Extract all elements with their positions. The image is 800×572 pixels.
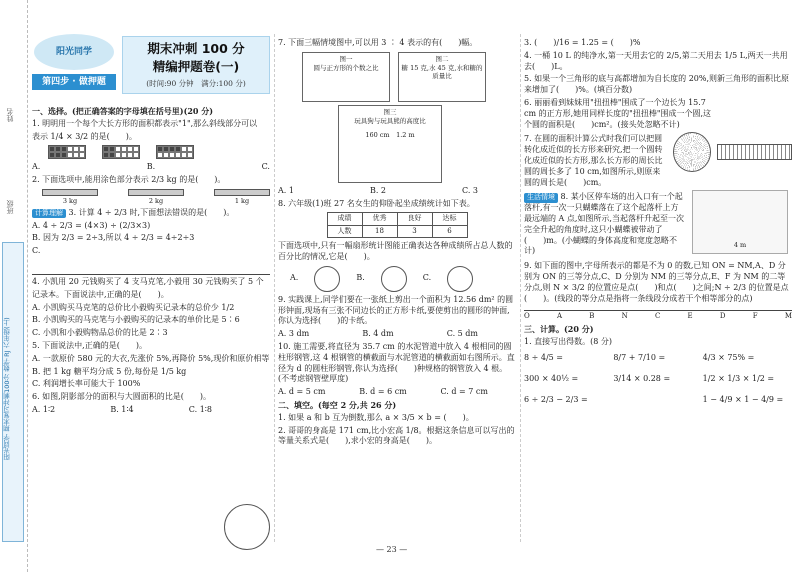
option[interactable]: C. d = 7 cm	[440, 387, 488, 397]
exam-header	[32, 34, 270, 104]
calc-item: 4/3 × 75% =	[702, 353, 755, 363]
question-6: 6. 如图,阴影部分的面积与大圆面积的比是( )。	[32, 392, 211, 402]
segment-line: O A B N C E D F M	[524, 312, 792, 321]
question-8-cont: 下面选项中,只有一幅扇形统计图能正确表达各种成绩所占总人数的百分比的情况,它是( )。	[278, 241, 513, 262]
table-row: 人数 18 3 6	[327, 225, 467, 237]
calc-item: 8/7 + 7/10 =	[613, 353, 666, 363]
calc-item: 8 ÷ 4/5 =	[524, 353, 563, 363]
option[interactable]: B.	[356, 273, 365, 283]
calc-item: 1 − 4/9 × 1 − 4/9 =	[702, 394, 784, 404]
circle-sectors	[673, 132, 711, 172]
question-10: 10. 施工需要,将直径为 35.7 cm 的水泥管道中放入 4 根相同的圆柱形钢管,这 4 根钢管的横截面与水泥管道的横截面如右图所示。直径为 d 的圆柱形钢管,你认为选择( )种规格的钢管放入 4 根。(不考虑钢管壁厚度)	[278, 342, 515, 384]
rectangle-strip	[717, 144, 792, 160]
q1-figures	[48, 145, 270, 159]
question-4-cont: 记录本。下面说法中,正确的是( )。	[32, 289, 169, 299]
q7-options	[278, 186, 478, 197]
gate-figure	[692, 190, 788, 254]
q2-figures	[42, 189, 270, 206]
picture-3: 图三 玩具狗与玩具熊的高度比 160 cm 1.2 m	[338, 105, 442, 183]
exam-time: (时间:90 分钟 满分:100 分)	[146, 78, 246, 88]
tag-label: 生活情境	[524, 193, 558, 202]
q1-grid-b	[102, 145, 140, 159]
binding-strip	[0, 0, 28, 572]
page-number: — 23 —	[376, 545, 408, 555]
fill-6: 6. 丽丽看到妹妹用"扭扭棒"围成了一个边长为 15.7 cm 的正方形,她用同样长度的"扭扭棒"围成一个圆,这个圆的面积是( )cm²。(接头处忽略不计)	[524, 97, 712, 129]
exam-subtitle: 精编押题卷(一)	[152, 58, 240, 74]
question-4: 4. 小凯用 20 元钱购买了 4 支马克笔,小毅用 30 元钱购买了 5 个	[32, 276, 264, 286]
option[interactable]: B. d = 6 cm	[359, 387, 407, 397]
gate-label: 4 m	[733, 241, 747, 250]
fill-8: 生活情境 8. 某小区停车场的出入口有一个起落杆,有一次一只蝴蝶落在了这个起落杆上方最远端的 A 点,如图所示,当起落杆升起至一次完全升起的角度时,这只小蝴蝶被带动了( )m。(小蝴蝶的身体高度和宽度忽略不计)	[524, 192, 684, 256]
option[interactable]: C.	[261, 162, 270, 172]
q5-option-b[interactable]: B. 把 1 kg 糖平均分成 5 份,每份是 1/5 kg	[32, 366, 187, 376]
brand-logo: 阳光同学	[34, 34, 114, 70]
table-row: 成绩 优秀 良好 达标	[327, 213, 467, 225]
option[interactable]: A. 3 dm	[278, 329, 310, 339]
calc-item: 300 × 40½ =	[524, 374, 579, 384]
fill-7: 7. 在圆的面积计算公式时我们可以把圆转化成近似的长方形来研究,把一个圆转化成近似的长方形,那么长方形的周长比圆的周长多了 10 cm,如图所示,则原来圆的周长是( )cm。	[524, 134, 663, 187]
question-3: 计算理解 3. 计算 4 ÷ 2/3 时,下面想法错误的是( )。	[32, 208, 270, 219]
number-line	[32, 261, 270, 275]
score-table	[327, 212, 468, 238]
q9-options	[278, 329, 478, 340]
series-banner: 阳光同学 期末复习冲刺100分 数学 RJ 六年级(上)	[2, 242, 24, 542]
q2-bar: 1 kg	[214, 189, 270, 206]
circle-figure	[224, 504, 270, 550]
question-7: 7. 下面三幅情境图中,可以用 3 ∶ 4 表示的有( )幅。	[278, 38, 478, 47]
question-1: 1. 明明用一个每个大长方形的面积都表示"1",那么斜线部分可以	[32, 118, 258, 128]
tag-label: 计算理解	[32, 209, 66, 218]
q8-pies	[290, 266, 516, 292]
calc-grid	[524, 353, 792, 405]
step-label: 第四步 · 做押题	[32, 74, 116, 90]
question-2: 2. 下面选项中,能用涂色部分表示 2/3 kg 的是( )。	[32, 175, 226, 185]
height-label: 160 cm	[365, 131, 390, 140]
fill-9: 9. 如下面的图中,字母所表示的都是不为 0 的数,已知 ON = NM,A、D 分别为 ON 的三等分点,C、D 分别为 NM 的三等分点,E、F 为 NM 的二等分点,则 N × 3/2 的位置应是点( )和点( )之间;N ÷ 2/3 的位置是点( )。(线段的等分点是指将一条线段分成若干个相等部分的点)	[524, 261, 789, 303]
pie-c	[447, 266, 473, 292]
option[interactable]: B. 1∶4	[110, 404, 134, 414]
q3-option-b[interactable]: B. 因为 2/3 = 2÷3,所以 4 ÷ 2/3 = 4÷2÷3	[32, 233, 195, 243]
q4-option-b[interactable]: B. 小凯购买的马克笔与小毅购买的记录本的单价比是 5∶6	[32, 315, 240, 325]
name-label: 姓名	[6, 108, 14, 122]
column-1	[32, 34, 270, 418]
section-calc: 三、计算。(20 分)	[524, 323, 594, 334]
fill-1: 1. 如果 a 和 b 互为倒数,那么 a × 3/5 × b = ( )。	[278, 412, 474, 422]
option[interactable]: B. 4 dm	[362, 329, 394, 339]
question-9: 9. 实践课上,同学们要在一张纸上剪出一个面积为 12.56 dm² 的圆形钟面,现场有三张不同边长的正方形卡纸,要使剪出的圆形的钟面,你认为选择( )的卡纸。	[278, 294, 514, 326]
q1-grid-c	[156, 145, 194, 159]
fill-3: 3. ( )/16 = 1.25 = ( )%	[524, 38, 641, 47]
option[interactable]: B. 2	[369, 185, 386, 195]
option[interactable]: A. d = 5 cm	[278, 387, 326, 397]
class-label: 班级	[6, 200, 14, 214]
q10-options	[278, 387, 488, 398]
pie-a	[314, 266, 340, 292]
column-3	[524, 36, 792, 406]
section-fill: 二、填空。(每空 2 分,共 26 分)	[278, 400, 397, 411]
option[interactable]: B.	[146, 162, 156, 172]
fill-2: 2. 哥哥的身高是 171 cm,比小宏高 1/8。根据这条信息可以写出的等量关系式是( ),求小宏的身高是( )。	[278, 425, 515, 446]
q6-options	[32, 405, 212, 416]
q5-option-a[interactable]: A. 一款原价 580 元的大衣,先涨价 5%,再降价 5%,现价和原价相等	[32, 353, 270, 363]
option[interactable]: A.	[290, 273, 299, 283]
calc-1: 1. 直接写出得数。(8 分)	[524, 336, 613, 346]
q1-options	[32, 162, 270, 173]
column-2	[278, 36, 516, 449]
option[interactable]: A.	[32, 162, 41, 172]
q2-bar: 2 kg	[128, 189, 184, 206]
question-1-cont: 表示 1/4 × 3/2 的是( )。	[32, 131, 137, 141]
calc-item: 6 ÷ 2/3 − 2/3 =	[524, 394, 588, 404]
title-box	[122, 36, 270, 94]
question-8: 8. 六年级(1)班 27 名女生的仰卧起坐成绩统计如下表。	[278, 198, 475, 208]
option[interactable]: A. 1∶2	[32, 404, 56, 414]
fill-4: 4. 一桶 10 L 的纯净水,第一天用去它的 2/5,第二天用去 1/5 L,两天一共用去( )L。	[524, 50, 788, 71]
q5-option-c[interactable]: C. 利润增长率可能大于 100%	[32, 379, 141, 389]
option[interactable]: C. 5 dm	[446, 329, 478, 339]
q4-option-c[interactable]: C. 小凯和小毅购物品总价的比是 2∶3	[32, 328, 168, 338]
height-label: 1.2 m	[396, 131, 415, 140]
picture-2: 图二 糖 15 克,水 45 克,水和糖的质量比	[398, 52, 486, 102]
q1-grid-a	[48, 145, 86, 159]
column-divider	[274, 34, 275, 542]
q7-pictures	[302, 52, 516, 102]
column-divider	[520, 34, 521, 542]
fill-7-block	[524, 132, 792, 190]
exam-title: 期末冲刺 100 分	[147, 41, 245, 56]
picture-1: 图一 圆与正方形的个数之比	[302, 52, 390, 102]
option[interactable]: C. 3	[461, 185, 478, 195]
option[interactable]: A. 1	[278, 185, 294, 195]
calc-item: 3/14 × 0.28 =	[613, 374, 671, 384]
section-choice: 一、选择。(把正确答案的字母填在括号里)(20 分)	[32, 106, 214, 116]
option[interactable]: C. 1∶8	[188, 404, 212, 414]
q3-option-a[interactable]: A. 4 ÷ 2/3 = (4×3) ÷ (2/3×3)	[32, 220, 151, 230]
calc-item	[613, 395, 702, 406]
q3-option-c[interactable]: C.	[32, 246, 41, 256]
pie-b	[381, 266, 407, 292]
fill-8-block	[524, 190, 792, 259]
fill-5: 5. 如果一个三角形的底与高都增加为自长度的 20%,则新三角形的面积比原来增加了( )%。(填百分数)	[524, 74, 790, 95]
option[interactable]: C.	[422, 273, 432, 283]
q2-bar: 3 kg	[42, 189, 98, 206]
question-5: 5. 下面说法中,正确的是( )。	[32, 340, 147, 350]
q4-option-a[interactable]: A. 小凯购买马克笔的总价比小毅购买记录本的总价少 1/2	[32, 302, 235, 312]
calc-item: 1/2 × 1/3 × 1/2 =	[702, 374, 775, 384]
